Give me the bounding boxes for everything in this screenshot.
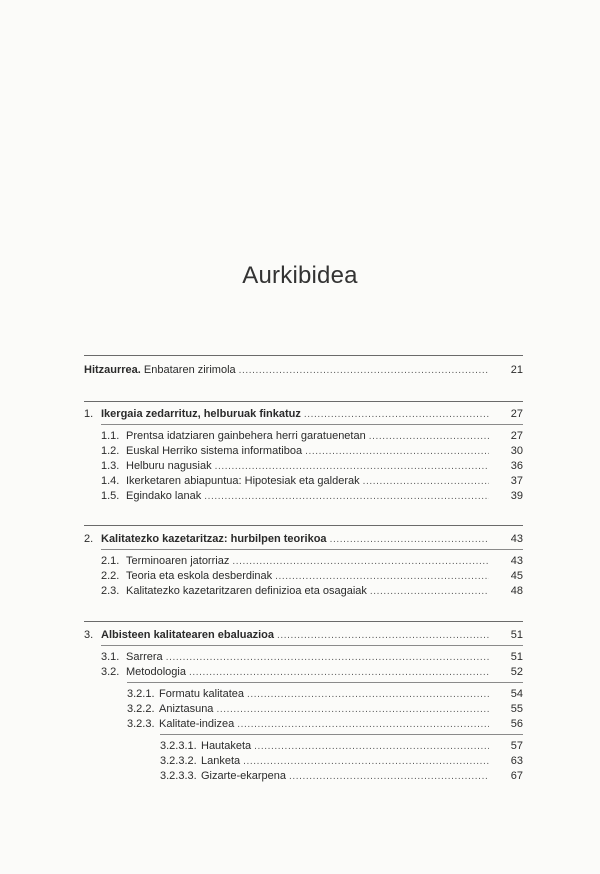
page-number: 55 — [510, 703, 523, 715]
section-number: 2.2. — [101, 570, 120, 582]
page-number: 37 — [510, 475, 523, 487]
dot-leader — [363, 474, 489, 489]
page-title: Aurkibidea — [242, 262, 358, 289]
page-number: 36 — [510, 460, 523, 472]
toc-entry-section — [101, 459, 523, 474]
dot-leader — [369, 429, 489, 444]
section-title: Metodologia — [126, 666, 186, 678]
subsubsections-rule — [160, 734, 523, 735]
toc-entry-section — [101, 474, 523, 489]
dot-leader — [277, 628, 489, 643]
toc-entry-chapter-3 — [84, 628, 523, 643]
dot-leader — [254, 739, 489, 754]
page-number: 27 — [510, 430, 523, 442]
section-number: 1.3. — [101, 460, 120, 472]
dot-leader — [243, 754, 489, 769]
dot-leader — [189, 665, 489, 680]
toc-entry-section — [101, 650, 523, 665]
chapter-number: 3. — [84, 629, 94, 641]
toc-entry-section — [101, 489, 523, 504]
subsection-number: 3.2.2. — [127, 703, 155, 715]
section-title: Prentsa idatziaren gainbehera herri garatuenetan — [126, 430, 366, 442]
chapter-title: Ikergaia zedarrituz, helburuak finkatuz — [101, 408, 301, 420]
toc-entry-section — [101, 665, 523, 680]
dot-leader — [275, 569, 489, 584]
section-title: Terminoaren jatorriaz — [126, 555, 230, 567]
chapter-2-rule — [84, 525, 523, 526]
section-title: Sarrera — [126, 651, 163, 663]
page-number: 51 — [510, 629, 523, 641]
preface-rule — [84, 355, 523, 356]
toc-entry-section — [101, 429, 523, 444]
section-title: Euskal Herriko sistema informatiboa — [126, 445, 303, 457]
subsubsection-title: Gizarte-ekarpena — [201, 770, 286, 782]
toc-entry-subsection — [127, 687, 523, 702]
dot-leader — [330, 532, 489, 547]
section-title: Ikerketaren abiapuntua: Hipotesiak eta galderak — [126, 475, 360, 487]
chapter-2-sections-rule — [101, 549, 523, 550]
section-number: 1.2. — [101, 445, 120, 457]
subsection-title: Formatu kalitatea — [159, 688, 244, 700]
toc-entry-subsection — [127, 717, 523, 732]
dot-leader — [239, 363, 489, 378]
chapter-3-sections-rule — [101, 645, 523, 646]
dot-leader — [204, 489, 489, 504]
toc-entry-preface — [84, 363, 523, 378]
toc-entry-section — [101, 584, 523, 599]
toc-entry-subsection — [127, 702, 523, 717]
dot-leader — [247, 687, 489, 702]
toc-entry-section — [101, 444, 523, 459]
subsection-number: 3.2.1. — [127, 688, 155, 700]
subsubsection-title: Lanketa — [201, 755, 241, 767]
page-number: 63 — [510, 755, 523, 767]
dot-leader — [232, 554, 489, 569]
section-title: Helburu nagusiak — [126, 460, 212, 472]
section-title: Teoria eta eskola desberdinak — [126, 570, 273, 582]
dot-leader — [215, 459, 489, 474]
dot-leader — [305, 444, 489, 459]
section-title: Egindako lanak — [126, 490, 202, 502]
section-number: 1.1. — [101, 430, 120, 442]
dot-leader — [216, 702, 489, 717]
page-number: 27 — [510, 408, 523, 420]
subsections-rule — [127, 682, 523, 683]
toc-entry-subsubsection — [160, 754, 523, 769]
subsubsection-number: 3.2.3.2. — [160, 755, 197, 767]
toc-entry-subsubsection — [160, 739, 523, 754]
page-number: 57 — [510, 740, 523, 752]
page-number: 21 — [510, 364, 523, 376]
section-number: 3.2. — [101, 666, 120, 678]
toc-entry-chapter-1 — [84, 407, 523, 422]
chapter-3-rule — [84, 621, 523, 622]
chapter-title: Kalitatezko kazetaritzaz: hurbilpen teorikoa — [101, 533, 327, 545]
dot-leader — [237, 717, 489, 732]
chapter-number: 1. — [84, 408, 94, 420]
page-number: 52 — [510, 666, 523, 678]
subsubsection-number: 3.2.3.1. — [160, 740, 197, 752]
dot-leader — [304, 407, 489, 422]
toc-entry-section — [101, 554, 523, 569]
subsection-title: Aniztasuna — [159, 703, 214, 715]
subsubsection-title: Hautaketa — [201, 740, 252, 752]
page-number: 39 — [510, 490, 523, 502]
dot-leader — [289, 769, 489, 784]
subsection-number: 3.2.3. — [127, 718, 155, 730]
dot-leader — [370, 584, 489, 599]
page-number: 43 — [510, 555, 523, 567]
chapter-number: 2. — [84, 533, 94, 545]
subsection-title: Kalitate-indizea — [159, 718, 235, 730]
page-number: 51 — [510, 651, 523, 663]
section-number: 1.5. — [101, 490, 120, 502]
subsubsection-number: 3.2.3.3. — [160, 770, 197, 782]
page-number: 54 — [510, 688, 523, 700]
toc-entry-subsubsection — [160, 769, 523, 784]
page-number: 67 — [510, 770, 523, 782]
page-number: 56 — [510, 718, 523, 730]
page-number: 48 — [510, 585, 523, 597]
preface-subtitle: Enbataren zirimola — [143, 364, 236, 376]
page-number: 45 — [510, 570, 523, 582]
section-title: Kalitatezko kazetaritzaren definizioa eta osagaiak — [126, 585, 367, 597]
chapter-1-rule — [84, 401, 523, 402]
toc-entry-section — [101, 569, 523, 584]
page-number: 30 — [510, 445, 523, 457]
chapter-1-sections-rule — [101, 424, 523, 425]
section-number: 2.1. — [101, 555, 120, 567]
chapter-title: Albisteen kalitatearen ebaluazioa — [101, 629, 275, 641]
toc-entry-chapter-2 — [84, 532, 523, 547]
page-number: 43 — [510, 533, 523, 545]
section-number: 2.3. — [101, 585, 120, 597]
dot-leader — [166, 650, 489, 665]
preface-label: Hitzaurrea. — [84, 364, 141, 376]
section-number: 3.1. — [101, 651, 120, 663]
section-number: 1.4. — [101, 475, 120, 487]
